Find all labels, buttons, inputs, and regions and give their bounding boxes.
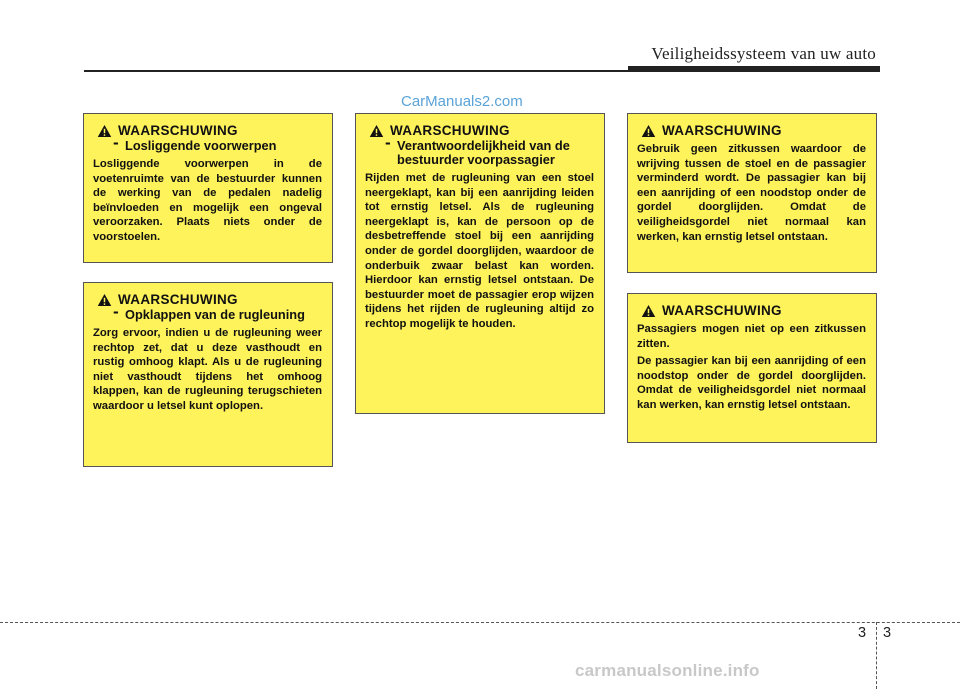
warning-heading bbox=[641, 123, 866, 138]
warning-box-fold-up-backrest bbox=[83, 282, 333, 467]
warning-triangle-icon bbox=[641, 304, 656, 318]
warning-heading bbox=[641, 303, 866, 318]
warning-body: Gebruik geen zitkussen waardoor de wrijving tussen de stoel en de passagier verminderd wordt. De passagier kan bij een aanrijding of een noodstop onder de gordel doorglijden. Omdat de veiligheidsgordel niet normaal kan werken, kan ernstig letsel ontstaan. bbox=[637, 143, 866, 243]
warning-body: Passagiers mogen niet op een zitkussen zitten. bbox=[637, 323, 866, 350]
page-number: 3 bbox=[883, 625, 892, 641]
warning-triangle-icon bbox=[97, 124, 112, 138]
warning-subtitle: - Opklappen van de rugleuning bbox=[113, 302, 305, 322]
warning-triangle-icon bbox=[369, 124, 384, 138]
header-rule bbox=[84, 70, 880, 72]
warning-box-passenger-cushion bbox=[627, 293, 877, 443]
warning-heading bbox=[97, 123, 322, 138]
warning-box-loose-objects bbox=[83, 113, 333, 263]
warning-subtitle: - Verantwoordelijkheid van de bestuurder voorpassagier bbox=[385, 133, 570, 167]
warning-box-seat-cushion bbox=[627, 113, 877, 273]
watermark-top: CarManuals2.com bbox=[401, 93, 523, 110]
chapter-number: 3 bbox=[858, 625, 867, 641]
warning-heading-label: WAARSCHUWING bbox=[390, 123, 510, 138]
warning-box-driver-responsibility bbox=[355, 113, 605, 414]
warning-heading-label: WAARSCHUWING bbox=[662, 123, 782, 138]
warning-triangle-icon bbox=[641, 124, 656, 138]
warning-heading-label: WAARSCHUWING bbox=[118, 123, 238, 138]
warning-body-secondary: De passagier kan bij een aanrijding of een noodstop onder de gordel doorglijden. Omdat de veiligheidsgordel niet normaal kan werken, kan ernstig letsel ontstaan. bbox=[637, 355, 866, 411]
warning-subtitle: - Losliggende voorwerpen bbox=[113, 133, 277, 153]
warning-body: Losliggende voorwerpen in de voetenruimte van de bestuurder kunnen de werking van de pedalen nadelig beïnvloeden en mogelijk een ongeval veroorzaken. Plaats niets onder de voorstoelen. bbox=[93, 158, 322, 243]
footer-page-divider bbox=[876, 622, 877, 689]
page-header-title: Veiligheidssysteem van uw auto bbox=[651, 44, 876, 63]
watermark-bottom: carmanualsonline.info bbox=[575, 661, 760, 680]
warning-body: Rijden met de rugleuning van een stoel neergeklapt, kan bij een aanrijding leiden tot ernstig letsel. Als de rugleuning neergeklapt is, kan de persoon op de desbetreffende stoel bij een aanrijding onder de gordel doorglijden, waardoor de onderbuik zwaar belast kan worden. Hierdoor kan ernstig letsel ontstaan. De bestuurder moet de passagier erop wijzen tijdens het rijden de rugleuning altijd zo rechtop mogelijk te houden. bbox=[365, 172, 594, 330]
warning-body: Zorg ervoor, indien u de rugleuning weer rechtop zet, dat u deze vasthoudt en rustig omhoog klapt. Als u de rugleuning niet vasthoudt tijdens het omhoog klappen, kan de rugleuning terugschieten waardoor u letsel kunt oplopen. bbox=[93, 327, 322, 412]
warning-heading bbox=[369, 123, 594, 138]
warning-heading bbox=[97, 292, 322, 307]
footer-dashed-rule bbox=[0, 622, 960, 623]
warning-triangle-icon bbox=[97, 293, 112, 307]
warning-heading-label: WAARSCHUWING bbox=[118, 292, 238, 307]
warning-heading-label: WAARSCHUWING bbox=[662, 303, 782, 318]
